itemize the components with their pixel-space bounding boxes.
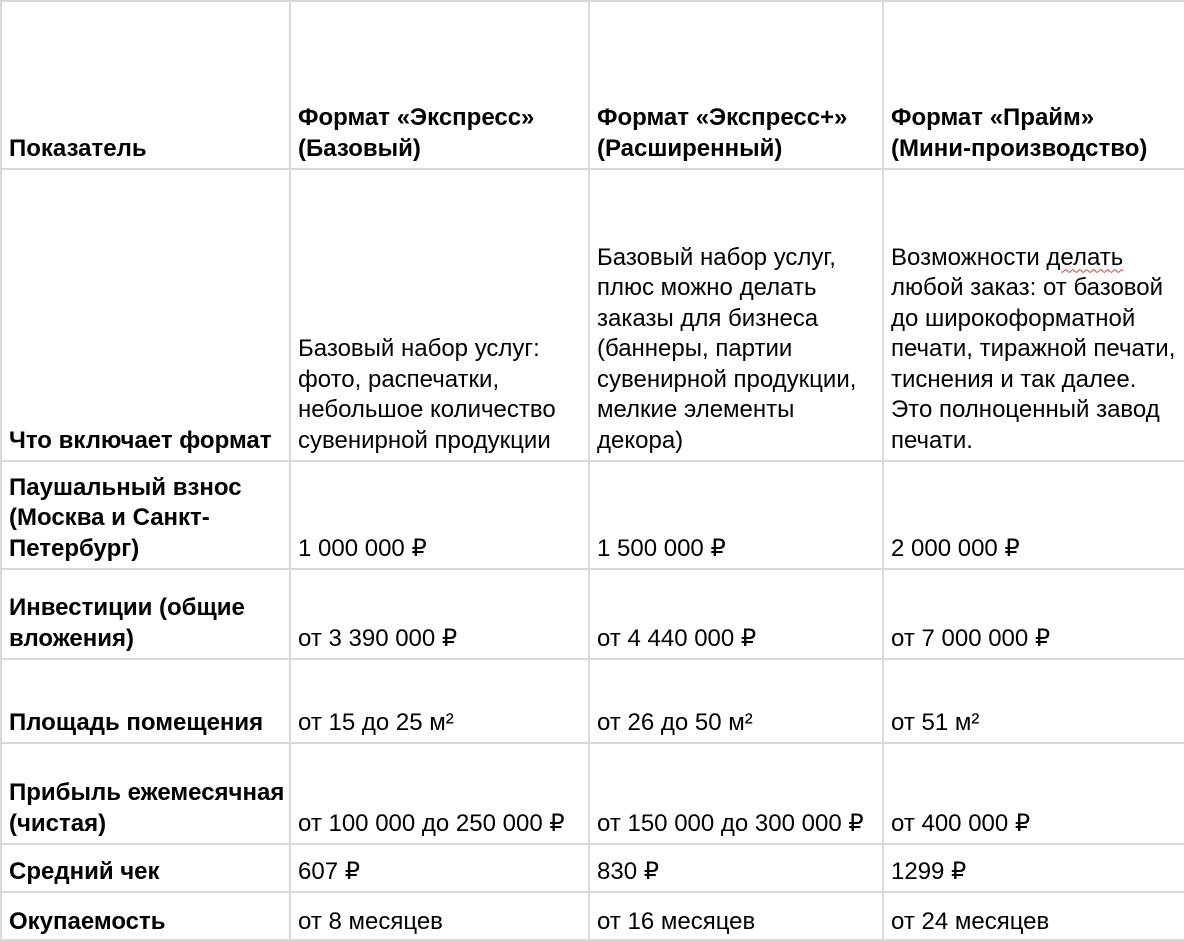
profit-prime: от 400 000 ₽ [891,809,1031,837]
header-format-express-cell[interactable] [290,1,589,169]
row-label-area: Площадь помещения [9,708,264,736]
value-cell-express-plus[interactable] [589,659,883,743]
spellcheck-word: делать [1046,243,1124,271]
value-cell-prime[interactable] [883,659,1184,743]
header-indicator-cell[interactable] [1,1,290,169]
row-label-cell[interactable] [1,743,290,844]
value-cell-express[interactable] [290,892,589,940]
header-format-prime-cell[interactable] [883,1,1184,169]
row-label-profit: Прибыль ежемесячная (чистая) [9,779,285,837]
row-label-cell[interactable] [1,169,290,461]
value-cell-prime[interactable] [883,743,1184,844]
row-label-cell[interactable] [1,659,290,743]
area-express-plus: от 26 до 50 м² [597,708,753,736]
value-cell-express[interactable] [290,569,589,659]
row-label-cell[interactable] [1,569,290,659]
area-express: от 15 до 25 м² [298,708,454,736]
franchise-fee-prime: 2 000 000 ₽ [891,534,1020,562]
row-label-payback: Окупаемость [9,907,166,935]
value-cell-prime[interactable] [883,892,1184,940]
value-cell-express[interactable] [290,169,589,461]
table-row [1,659,1184,743]
value-cell-express[interactable] [290,659,589,743]
value-cell-prime[interactable] [883,569,1184,659]
row-label-cell[interactable] [1,892,290,940]
row-label-investments: Инвестиции (общие вложения) [9,594,245,652]
investments-express: от 3 390 000 ₽ [298,624,458,652]
value-cell-express[interactable] [290,743,589,844]
value-cell-express[interactable] [290,461,589,569]
value-cell-express-plus[interactable] [589,569,883,659]
row-label-includes: Что включает формат [9,426,272,454]
average-check-express-plus: 830 ₽ [597,857,659,885]
payback-express: от 8 месяцев [298,907,443,935]
payback-express-plus: от 16 месяцев [597,907,756,935]
includes-prime-text-start: Возможности [891,243,1040,271]
value-cell-prime[interactable] [883,169,1184,461]
value-cell-express-plus[interactable] [589,743,883,844]
table-row [1,892,1184,940]
average-check-express: 607 ₽ [298,857,360,885]
profit-express-plus: от 150 000 до 300 000 ₽ [597,809,864,837]
franchise-fee-express-plus: 1 500 000 ₽ [597,534,726,562]
value-cell-express-plus[interactable] [589,892,883,940]
row-label-cell[interactable] [1,461,290,569]
investments-prime: от 7 000 000 ₽ [891,624,1051,652]
value-cell-express-plus[interactable] [589,461,883,569]
area-prime: от 51 м² [891,708,980,736]
table-row [1,743,1184,844]
payback-prime: от 24 месяцев [891,907,1050,935]
row-label-franchise-fee: Паушальный взнос (Москва и Санкт-Петербург) [9,473,242,562]
table-row [1,461,1184,569]
header-format-express-plus-cell[interactable] [589,1,883,169]
value-cell-express[interactable] [290,844,589,892]
header-format-prime-text: Формат «Прайм» (Мини-производство) [891,104,1148,162]
value-cell-express-plus[interactable] [589,169,883,461]
value-cell-express-plus[interactable] [589,844,883,892]
table-row [1,169,1184,461]
franchise-fee-express: 1 000 000 ₽ [298,534,427,562]
table-row [1,569,1184,659]
average-check-prime: 1299 ₽ [891,857,967,885]
value-cell-prime[interactable] [883,461,1184,569]
header-row [1,1,1184,169]
includes-express-plus-text: Базовый набор услуг, плюс можно делать заказы для бизнеса (баннеры, партии сувенирной продукции, мелкие элементы декора) [597,243,857,454]
includes-prime-text-end: любой заказ: от базовой до широкоформатной печати, тиражной печати, тиснения и так далее. Это полноценный завод печати. [891,274,1176,454]
table-row [1,844,1184,892]
row-label-average-check: Средний чек [9,857,160,885]
profit-express: от 100 000 до 250 000 ₽ [298,809,565,837]
header-format-express-plus-text: Формат «Экспресс+» (Расширенный) [597,104,848,162]
row-label-cell[interactable] [1,844,290,892]
value-cell-prime[interactable] [883,844,1184,892]
includes-express-text: Базовый набор услуг: фото, распечатки, небольшое количество сувенирной продукции [298,335,556,454]
header-indicator-text: Показатель [9,134,147,162]
header-format-express-text: Формат «Экспресс» (Базовый) [298,104,535,162]
investments-express-plus: от 4 440 000 ₽ [597,624,757,652]
